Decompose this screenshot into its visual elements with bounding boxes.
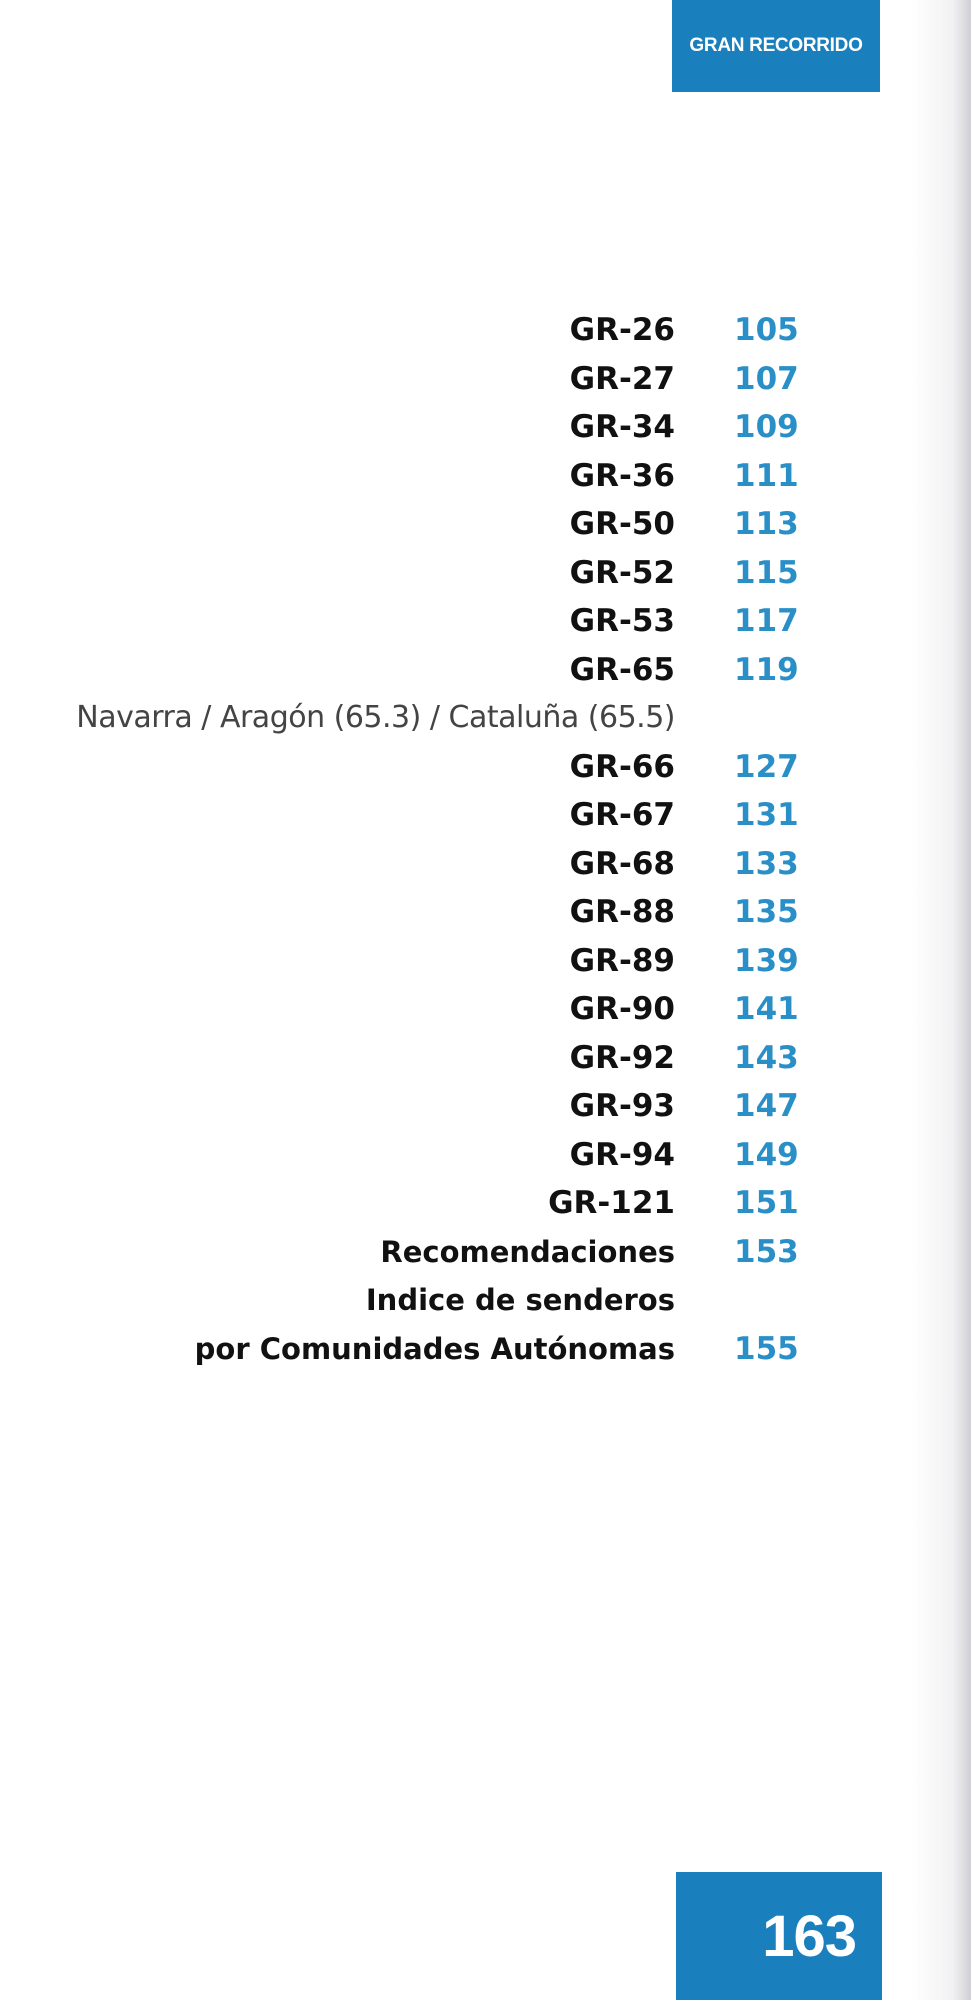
toc-entry[interactable] — [0, 500, 971, 549]
toc-entry-label: GR-27 — [569, 360, 675, 397]
toc-entry[interactable] — [0, 452, 971, 501]
section-label: GRAN RECORRIDO — [689, 35, 863, 56]
toc-entry[interactable] — [0, 597, 971, 646]
toc-entry[interactable] — [0, 646, 971, 695]
page-number: 163 — [762, 1903, 856, 1969]
toc-entry-label: GR-36 — [569, 457, 675, 494]
toc-entry-label: GR-65 — [569, 651, 675, 688]
toc-entry-page: 133 — [734, 845, 799, 882]
toc-entry[interactable] — [0, 403, 971, 452]
toc-entry-label: GR-52 — [569, 554, 675, 591]
toc-entry-page: 135 — [734, 894, 799, 930]
toc-entry-label: GR-50 — [569, 506, 675, 542]
toc-entry-label: GR-34 — [569, 409, 675, 445]
toc-entry-label: por Comunidades Autónomas — [194, 1331, 675, 1366]
toc-entry-page: 155 — [734, 1330, 799, 1367]
toc-entry-page: 115 — [734, 554, 799, 591]
toc-entry[interactable] — [0, 985, 971, 1034]
toc-entry-page: 109 — [734, 409, 799, 445]
toc-entry-page: 127 — [734, 748, 799, 785]
toc-entry-label: GR-88 — [569, 894, 675, 930]
toc-entry[interactable] — [0, 1325, 971, 1374]
toc-entry[interactable] — [0, 888, 971, 937]
toc-entry-page: 111 — [734, 457, 799, 494]
toc-entry[interactable] — [0, 1179, 971, 1228]
section-header-tab — [672, 0, 880, 92]
toc-entry-label: GR-92 — [569, 1039, 675, 1076]
toc-entry-label: GR-53 — [569, 603, 675, 639]
toc-entry-label: GR-67 — [569, 797, 675, 833]
toc-entry-page: 143 — [734, 1039, 799, 1076]
toc-entry-page: 141 — [734, 991, 799, 1027]
table-of-contents — [0, 306, 971, 1373]
toc-entry-page: 105 — [734, 312, 799, 348]
toc-entry-page: 147 — [734, 1088, 799, 1124]
toc-entry-label: GR-66 — [569, 748, 675, 785]
toc-entry-label: GR-93 — [569, 1088, 675, 1124]
toc-subentry-label: Navarra / Aragón (65.3) / Cataluña (65.5) — [76, 700, 675, 735]
toc-entry[interactable] — [0, 1131, 971, 1180]
toc-entry-page: 139 — [734, 942, 799, 979]
toc-entry[interactable] — [0, 937, 971, 986]
toc-entry-page: 107 — [734, 360, 799, 397]
toc-entry[interactable] — [0, 1082, 971, 1131]
toc-entry[interactable] — [0, 355, 971, 404]
toc-entry-label: GR-90 — [569, 991, 675, 1027]
toc-entry-label: GR-94 — [569, 1136, 675, 1173]
toc-entry[interactable] — [0, 791, 971, 840]
toc-entry[interactable] — [0, 840, 971, 889]
toc-entry[interactable] — [0, 743, 971, 792]
toc-entry-page: 153 — [734, 1233, 799, 1270]
toc-entry-page: 149 — [734, 1136, 799, 1173]
toc-entry[interactable] — [0, 549, 971, 598]
toc-entry-label: GR-121 — [548, 1185, 675, 1221]
toc-entry-label: GR-68 — [569, 845, 675, 882]
toc-entry-label: Indice de senderos — [365, 1283, 675, 1317]
page-number-tab — [676, 1872, 882, 2000]
toc-entry-page: 151 — [734, 1185, 799, 1221]
toc-entry-page: 119 — [734, 651, 799, 688]
toc-entry-label: GR-26 — [569, 312, 675, 348]
toc-entry-page: 117 — [734, 603, 799, 639]
toc-entry[interactable] — [0, 1228, 971, 1277]
toc-entry[interactable] — [0, 306, 971, 355]
toc-subentry — [0, 694, 971, 743]
toc-entry[interactable] — [0, 1276, 971, 1325]
toc-entry-label: GR-89 — [569, 942, 675, 979]
toc-entry-page: 113 — [734, 506, 799, 542]
toc-entry-page: 131 — [734, 797, 799, 833]
toc-entry[interactable] — [0, 1034, 971, 1083]
toc-entry-label: Recomendaciones — [380, 1234, 675, 1269]
